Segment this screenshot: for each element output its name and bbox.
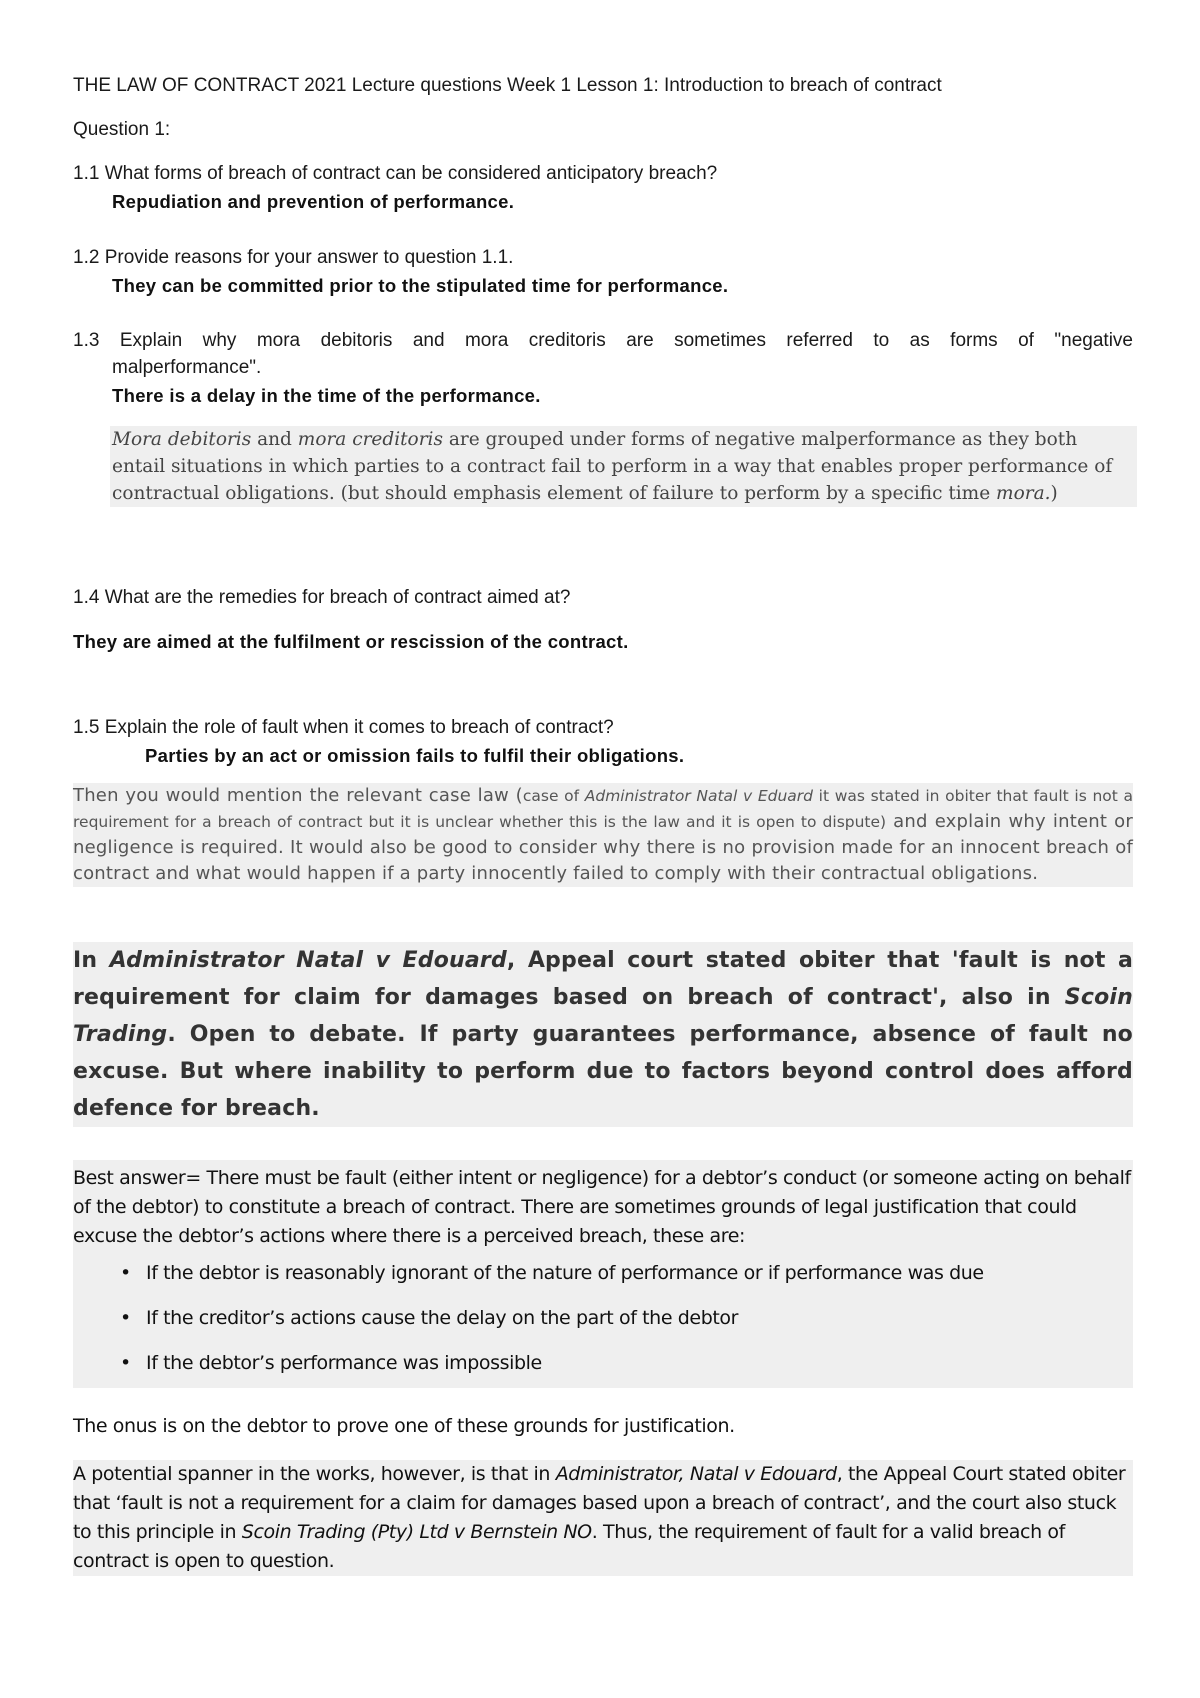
model-note-1-3 bbox=[110, 426, 1137, 507]
list-item bbox=[73, 1341, 1133, 1386]
question-1-3-line1: 1.3 Explain why mora debitoris and mora creditoris are sometimes referred to as forms of "negative bbox=[73, 330, 1133, 351]
list-item-text: If the debtor’s performance was impossible bbox=[146, 1352, 542, 1374]
guide-text: Then you would mention the relevant case law ( bbox=[73, 785, 523, 806]
list-item-text: If the debtor is reasonably ignorant of the nature of performance or if performance was due bbox=[146, 1262, 984, 1284]
justification-list bbox=[73, 1251, 1133, 1386]
fault-summary bbox=[73, 942, 1133, 1127]
answer-1-3: There is a delay in the time of the performance. bbox=[112, 385, 541, 406]
answer-1-2: They can be committed prior to the stipulated time for performance. bbox=[112, 275, 729, 296]
summary-case-name: Scoin Trading bbox=[73, 985, 1133, 1047]
question-1-3 bbox=[73, 327, 1133, 381]
bullet-icon: • bbox=[120, 1307, 131, 1329]
model-guide-1-5 bbox=[73, 783, 1133, 887]
note-text: and bbox=[251, 429, 298, 450]
spanner-paragraph bbox=[73, 1460, 1133, 1576]
best-answer bbox=[73, 1160, 1133, 1388]
answer-1-5: Parties by an act or omission fails to fulfil their obligations. bbox=[145, 745, 685, 766]
question-heading: Question 1: bbox=[73, 119, 171, 140]
spanner-case-name: Administrator, Natal v Edouard bbox=[555, 1463, 837, 1485]
note-term-mora-debitoris: Mora debitoris bbox=[112, 429, 252, 450]
summary-text: . Open to debate. If party guarantees performance, absence of fault no excuse. But where inability to perform due to factors beyond control does afford defence for breach. bbox=[73, 1022, 1133, 1121]
question-1-4: 1.4 What are the remedies for breach of contract aimed at? bbox=[73, 587, 571, 608]
summary-case-name: Administrator Natal v Edouard bbox=[109, 948, 507, 973]
note-text: ) bbox=[1050, 483, 1058, 504]
document-title: THE LAW OF CONTRACT 2021 Lecture questions Week 1 Lesson 1: Introduction to breach of contract bbox=[73, 75, 942, 96]
list-item bbox=[73, 1296, 1133, 1341]
guide-text: and explain why intent or negligence is required. It would also be good to consider why there is no provision made for an innocent breach of contract and what would happen if a party innocently failed to comply with their contractual obligations. bbox=[73, 811, 1133, 884]
answer-1-1: Repudiation and prevention of performance. bbox=[112, 191, 515, 212]
question-1-3-line2: malperformance". bbox=[112, 357, 262, 378]
answer-1-4: They are aimed at the fulfilment or rescission of the contract. bbox=[73, 631, 629, 652]
onus-paragraph: The onus is on the debtor to prove one of these grounds for justification. bbox=[73, 1415, 735, 1437]
list-item-text: If the creditor’s actions cause the delay on the part of the debtor bbox=[146, 1307, 739, 1329]
guide-case-name: Administrator Natal v Eduard bbox=[584, 787, 813, 805]
summary-text: In bbox=[73, 948, 110, 973]
best-answer-intro: Best answer= There must be fault (either intent or negligence) for a debtor’s conduct (or someone acting on behalf of the debtor) to constitute a breach of contract. There are sometimes grounds of legal justification that could excuse the debtor’s actions where there is a perceived breach, these are: bbox=[73, 1167, 1131, 1247]
bullet-icon: • bbox=[120, 1352, 131, 1374]
note-text: are grouped under forms of negative malperformance as they both entail situations in which parties to a contract fail to perform in a way that enables proper performance of contractual obligations. (but should emphasis element of failure to perform by a specific time bbox=[112, 429, 1113, 504]
spanner-text: . Thus, the requirement of fault for a valid breach of contract is open to question. bbox=[73, 1521, 1065, 1572]
bullet-icon: • bbox=[120, 1262, 131, 1284]
spanner-text: , the Appeal Court stated obiter that ‘fault is not a requirement for a claim for damages based upon a breach of contract’, and the court also stuck to this principle in bbox=[73, 1463, 1126, 1543]
guide-text-small: it was stated in obiter that fault is not a requirement for a breach of contract but it is unclear whether this is the law and it is open to dispute) bbox=[73, 787, 1133, 831]
question-1-2: 1.2 Provide reasons for your answer to question 1.1. bbox=[73, 247, 514, 268]
guide-text-small: case of bbox=[522, 787, 585, 805]
question-1-5: 1.5 Explain the role of fault when it comes to breach of contract? bbox=[73, 717, 614, 738]
spanner-case-name: Scoin Trading (Pty) Ltd v Bernstein NO bbox=[241, 1521, 592, 1543]
note-term-mora-creditoris: mora creditoris bbox=[297, 429, 443, 450]
spanner-text: A potential spanner in the works, however, is that in bbox=[73, 1463, 556, 1485]
question-1-1: 1.1 What forms of breach of contract can be considered anticipatory breach? bbox=[73, 163, 718, 184]
summary-text: , Appeal court stated obiter that 'fault is not a requirement for claim for damages based on breach of contract', also in bbox=[73, 948, 1133, 1010]
note-term-mora: mora. bbox=[996, 483, 1051, 504]
list-item bbox=[73, 1251, 1133, 1296]
